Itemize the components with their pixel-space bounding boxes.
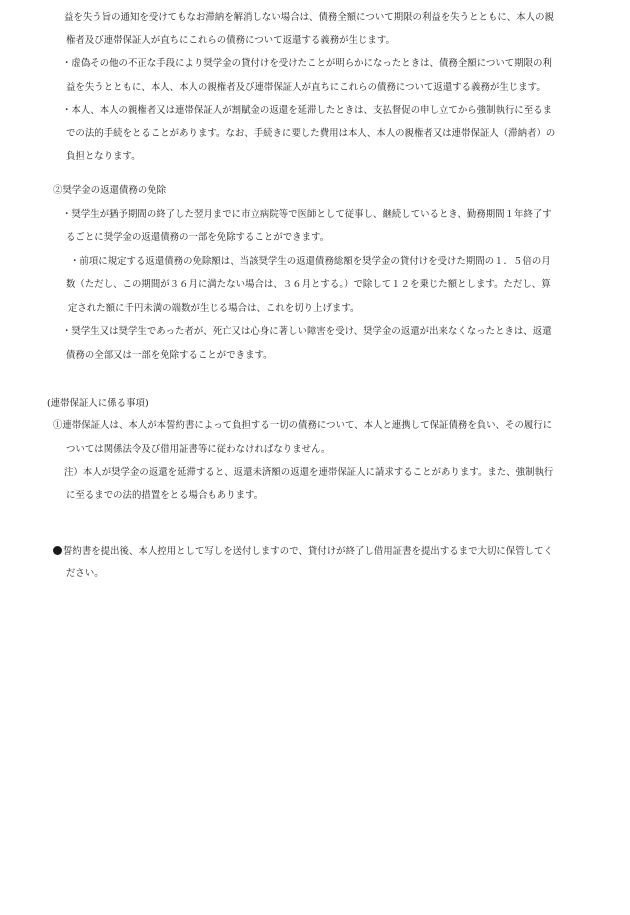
guarantor-note-line-1: 注）本人が奨学金の返還を延滞すると、返還未済額の返還を連帯保証人に請求することがあります。また、強制執行 xyxy=(64,467,554,478)
guarantor-note-line-2: に至るまでの法的措置をとる場合もあります。 xyxy=(66,490,264,501)
guarantor-heading: (連帯保証人に係る事項) xyxy=(47,398,149,409)
guarantor-item-1-line-1: ①連帯保証人は、本人が本誓約書によって負担する一切の債務について、本人と連携して保証債務を負い、その履行に xyxy=(53,420,553,431)
section-2-item-2-line-2: 数（ただし、この期間が３６月に満たない場合は、３６月とする。）で除して１２を乗じた額とします。ただし、算 xyxy=(66,279,551,290)
section-2-item-2-line-3: 定された額に千円未満の端数が生じる場合は、これを切り上げます。 xyxy=(68,303,360,314)
section-2-item-3-line-2: 債務の全部又は一部を免除することができます。 xyxy=(66,350,273,361)
guarantor-item-1-line-2: ついては関係法令及び借用証書等に従わなければなりません。 xyxy=(66,444,331,455)
para-3-line-1: ・本人、本人の親権者又は連帯保証人が割賦金の返還を延滞したときは、支払督促の申し立てから強制執行に至るま xyxy=(62,105,553,116)
para-2-line-2: 益を失うとともに、本人、本人の親権者及び連帯保証人が直ちにこれらの債務について返還する義務が生じます。 xyxy=(66,82,546,93)
section-2-item-2-line-1: ・前項に規定する返還債務の免除額は、当該奨学生の返還債務総額を奨学金の貸付けを受けた期間の１．５倍の月 xyxy=(70,256,551,267)
section-2-item-1-line-1: ・奨学生が猶予期間の終了した翌月までに市立病院等で医師として従事し、継続しているとき、勤務期間１年終了す xyxy=(62,209,552,220)
section-2-heading: ②奨学金の返還債務の免除 xyxy=(53,185,167,196)
section-2-item-3-line-1: ・奨学生又は奨学生であった者が、死亡又は心身に著しい障害を受け、奨学金の返還が出来なくなったときは、返還 xyxy=(62,326,552,337)
para-1-line-1: 益を失う旨の通知を受けてもなお滞納を解消しない場合は、債務全額について期限の利益を失うとともに、本人の親 xyxy=(64,12,554,23)
para-3-line-2: での法的手続をとることがあります。なお、手続きに要した費用は本人、本人の親権者又は連帯保証人（滞納者）の xyxy=(66,128,556,139)
notice-line-1-text: 誓約書を提出後、本人控用として写しを送付しますので、貸付けが終了し借用証書を提出するまで大切に保管してく xyxy=(63,546,553,557)
section-2-item-1-line-2: るごとに奨学金の返還債務の一部を免除することができます。 xyxy=(66,232,330,243)
notice-line-2: ださい。 xyxy=(66,568,104,579)
para-3-line-3: 負担となります。 xyxy=(66,151,141,162)
para-1-line-2: 権者及び連帯保証人が直ちにこれらの債務について返還する義務が生じます。 xyxy=(66,35,395,46)
notice-line-1 xyxy=(53,546,553,556)
black-circle-bullet-icon xyxy=(53,546,62,555)
para-2-line-1: ・虚偽その他の不正な手段により奨学金の貸付けを受けたことが明らかになったときは、債務全額について期限の利 xyxy=(62,58,552,69)
